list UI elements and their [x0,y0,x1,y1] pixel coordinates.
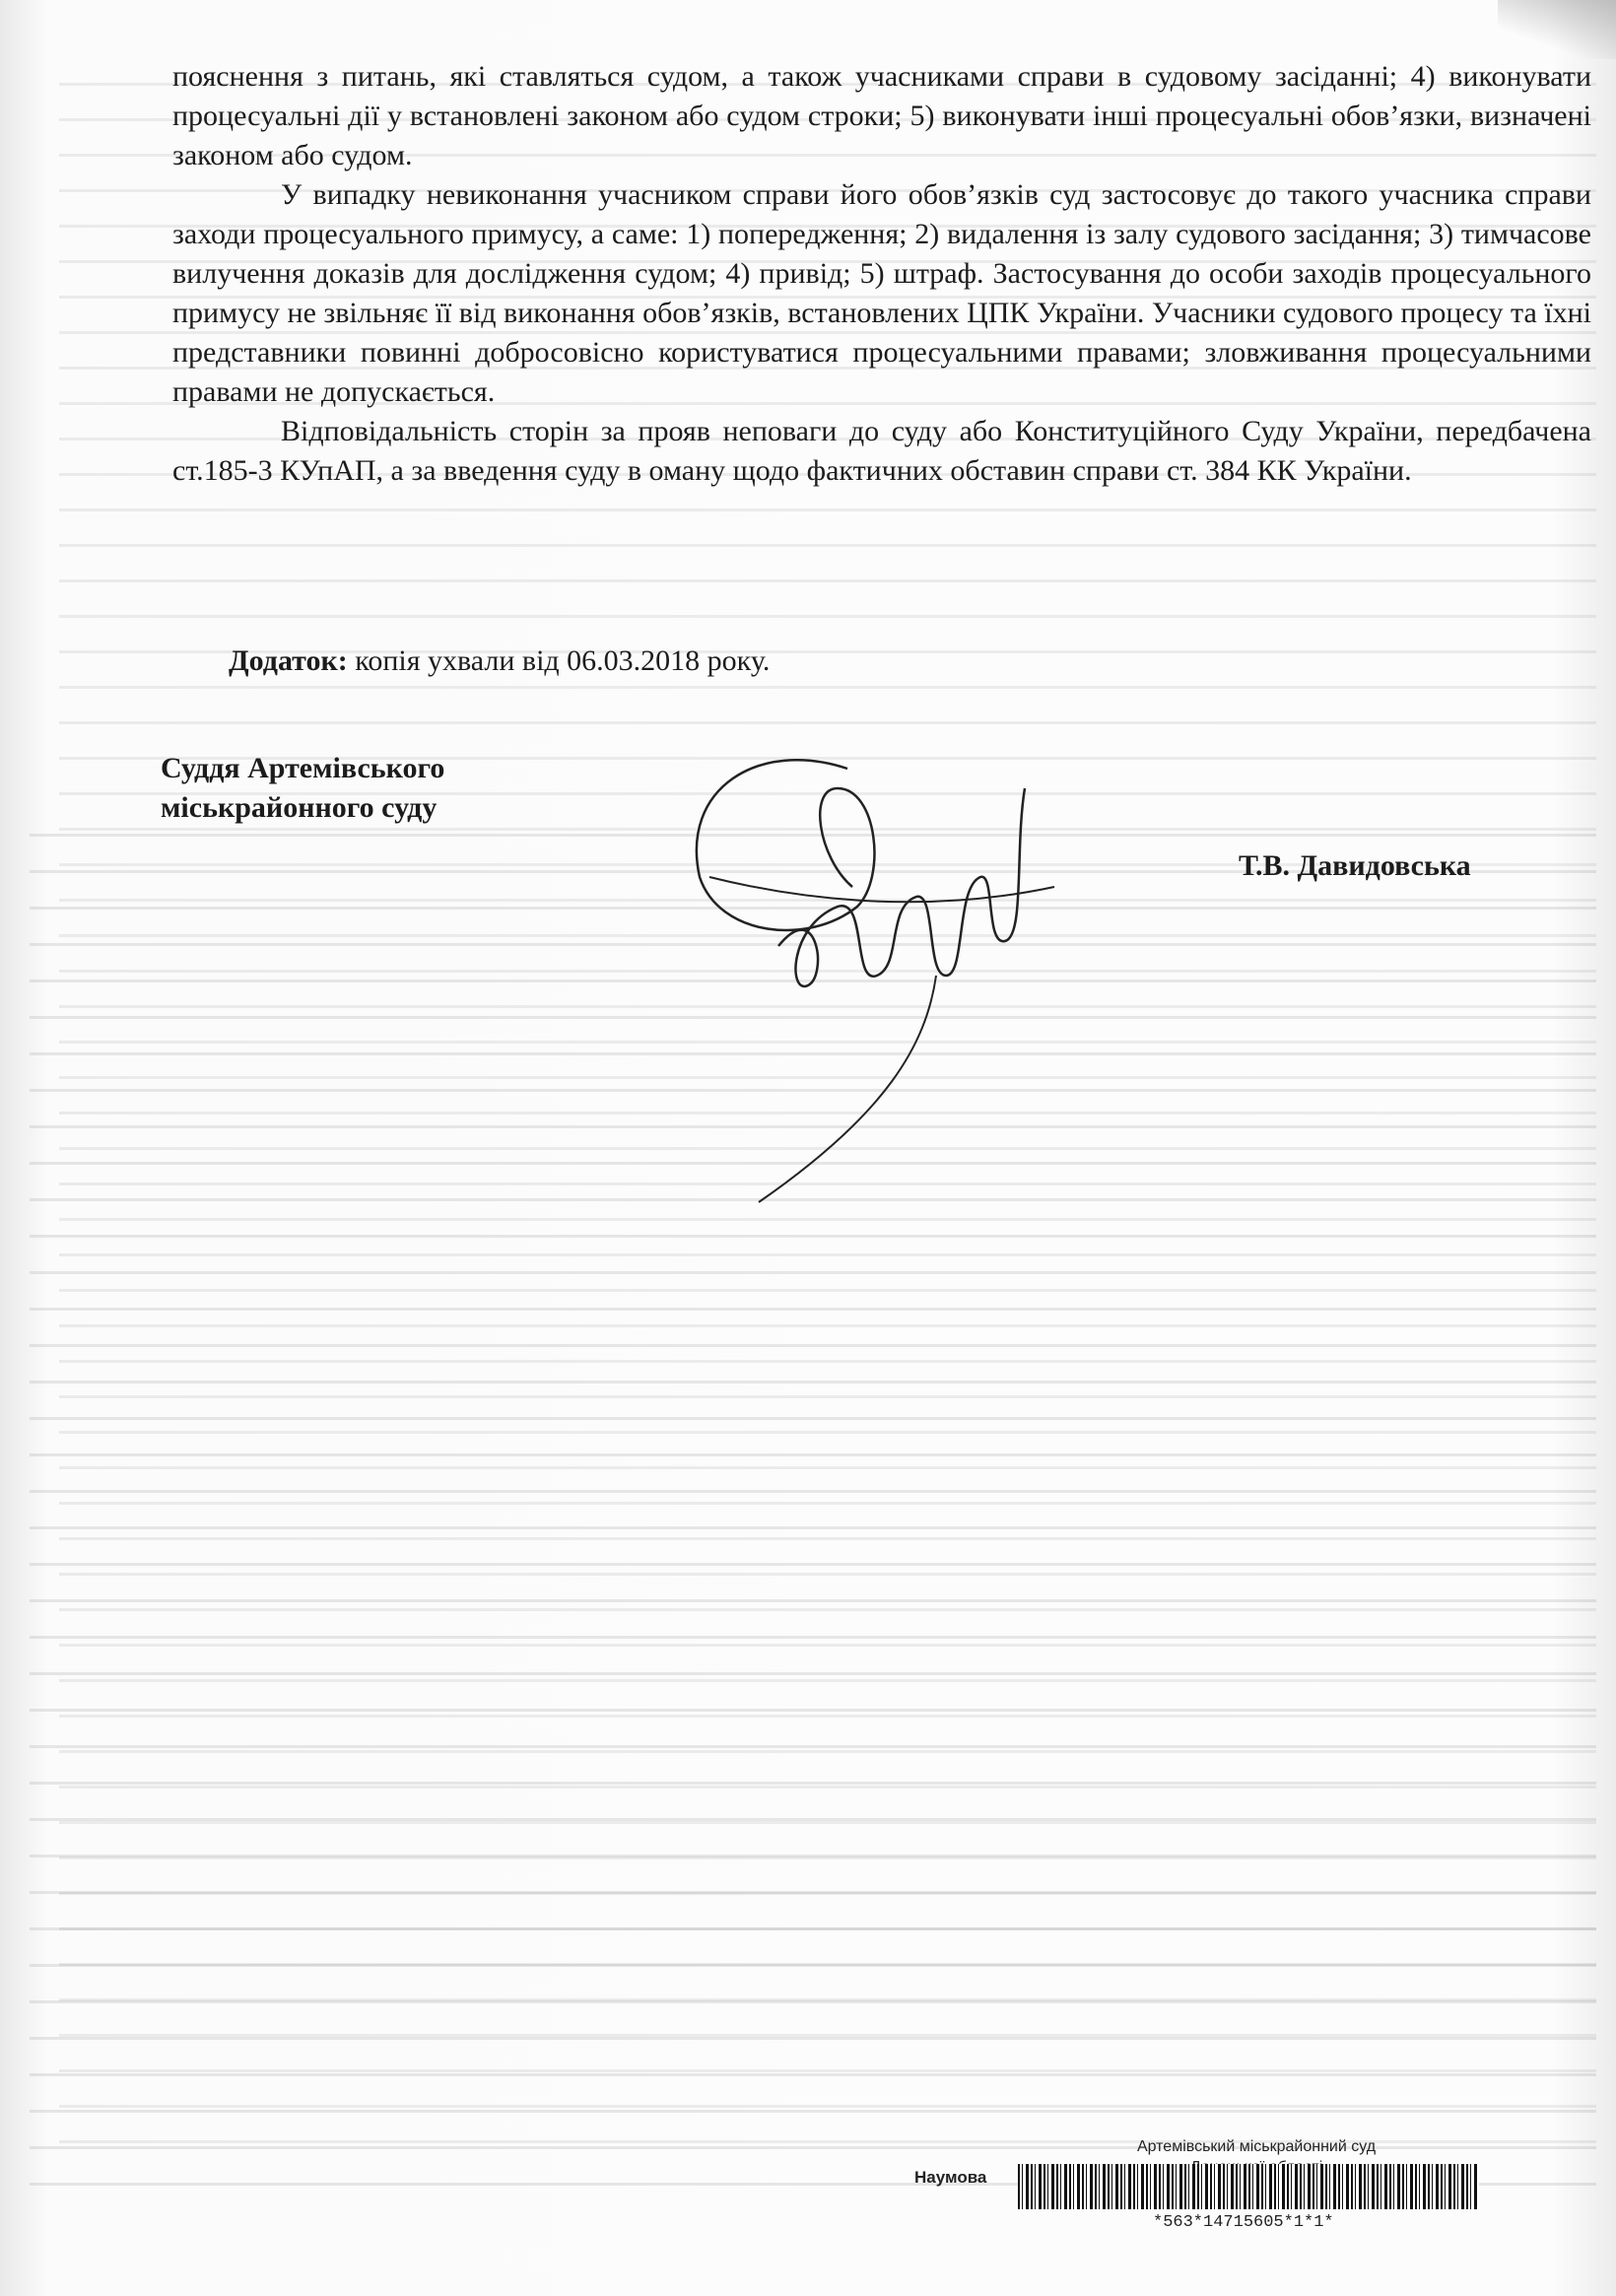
barcode-text: *563*14715605*1*1* [1153,2213,1334,2232]
clerk-name: Наумова [914,2168,987,2187]
paragraph-3: Відповідальність сторін за прояв неповаги до суду або Конституційного Суду України, передбачена ст.185-3 КУпАП, а за введення суду в оману щодо фактичних обставин справи ст. 384 КК України. [172,415,1591,487]
handwritten-signature [640,729,1074,1222]
page-corner-shadow [1498,0,1616,59]
appendix-text: копія ухвали від 06.03.2018 року. [347,644,771,677]
court-stamp-line-1: Артемівський міськрайонний суд [1136,2138,1377,2155]
paragraph-2: У випадку невиконання учасником справи його обов’язків суд застосовує до такого учасника справи заходи процесуального примусу, а саме: 1) попередження; 2) видалення із залу судового засідання; 3) тимчасове вилучення доказів для дослідження судом; 4) привід; 5) штраф. Застосування до особи заходів процесуального примусу не звільняє її від виконання обов’язків, встановлених ЦПК України. Учасники судового процесу та їхні представники повинні добросовісно користуватися процесуальними правами; зловживання процесуальними правами не допускається. [172,178,1591,408]
appendix-line [229,644,770,678]
judge-title-line-1: Суддя Артемівського [161,752,445,784]
judge-title [161,749,444,828]
barcode [1018,2164,1479,2209]
document-body [172,57,1591,491]
paragraph-1: пояснення з питань, які ставляться судом, а також учасниками справи в судовому засіданні; 4) виконувати процесуальні дії у встановлені законом або судом строки; 5) виконувати інші процесуальні обов’язки, визначені законом або судом. [172,60,1591,171]
judge-name: Т.В. Давидовська [1239,849,1471,882]
judge-title-line-2: міськрайонного суду [161,791,438,824]
appendix-label: Додаток: [229,644,348,677]
